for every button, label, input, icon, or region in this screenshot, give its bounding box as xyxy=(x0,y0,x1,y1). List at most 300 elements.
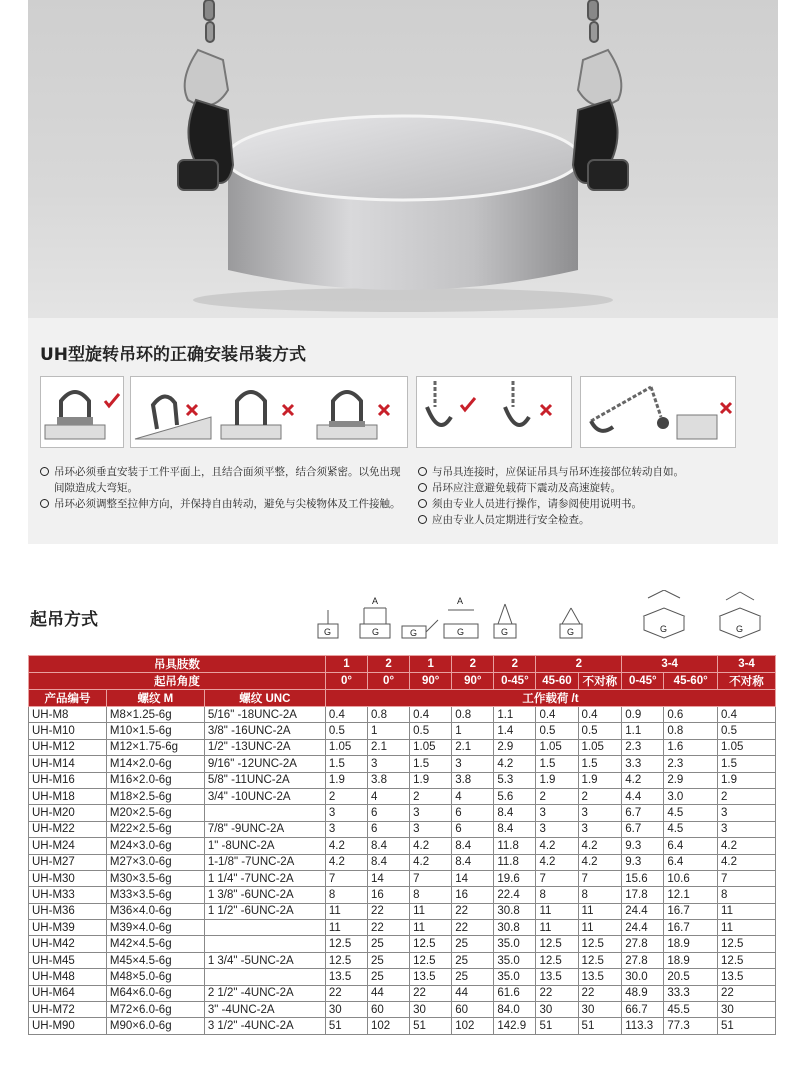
table-cell: 7 xyxy=(718,870,776,886)
table-cell: 8.4 xyxy=(452,838,494,854)
svg-text:G: G xyxy=(660,624,668,634)
table-cell: 7 xyxy=(536,870,578,886)
table-cell: 3/8" -16UNC-2A xyxy=(204,723,325,739)
load-table xyxy=(28,655,776,1035)
lifting-icons xyxy=(28,590,778,650)
table-row xyxy=(29,1018,776,1034)
table-cell: 4.5 xyxy=(664,821,718,837)
table-cell: UH-M30 xyxy=(29,870,107,886)
table-cell: 2 xyxy=(410,788,452,804)
table-cell: M30×3.5-6g xyxy=(106,870,204,886)
table-cell: UH-M20 xyxy=(29,805,107,821)
note-item xyxy=(418,464,758,480)
table-cell: 1.9 xyxy=(718,772,776,788)
table-cell: 12.5 xyxy=(578,936,622,952)
legs-cell: 3-4 xyxy=(622,656,718,673)
table-cell: 4 xyxy=(452,788,494,804)
table-cell: 25 xyxy=(452,969,494,985)
table-cell: 1.05 xyxy=(325,739,367,755)
table-cell: 45.5 xyxy=(664,1002,718,1018)
note-item xyxy=(418,496,758,512)
table-row xyxy=(29,1002,776,1018)
table-cell: UH-M27 xyxy=(29,854,107,870)
table-cell: 1 xyxy=(368,723,410,739)
table-cell: 4.2 xyxy=(494,756,536,772)
legs-cell: 1 xyxy=(410,656,452,673)
table-cell: 7 xyxy=(578,870,622,886)
table-cell: M90×6.0-6g xyxy=(106,1018,204,1034)
table-cell: 16 xyxy=(452,887,494,903)
angle-cell: 0° xyxy=(325,673,367,690)
table-cell: 6.7 xyxy=(622,821,664,837)
table-cell: 22 xyxy=(325,985,367,1001)
note-text: 须由专业人员进行操作，请参阅使用说明书。 xyxy=(432,498,642,510)
table-cell: 0.5 xyxy=(718,723,776,739)
table-row xyxy=(29,870,776,886)
table-cell: 1 1/4" -7UNC-2A xyxy=(204,870,325,886)
table-cell: 0.5 xyxy=(325,723,367,739)
lift-icon-7 xyxy=(644,590,684,638)
table-cell: 1 3/8" -6UNC-2A xyxy=(204,887,325,903)
svg-text:A: A xyxy=(372,596,379,606)
table-cell: 9.3 xyxy=(622,838,664,854)
table-cell: 3.3 xyxy=(622,756,664,772)
row-angle xyxy=(29,673,776,690)
table-cell: 0.4 xyxy=(410,707,452,723)
table-cell: 11 xyxy=(325,903,367,919)
table-cell: 22 xyxy=(578,985,622,1001)
table-cell: 12.5 xyxy=(578,952,622,968)
table-cell: 13.5 xyxy=(536,969,578,985)
table-cell: 51 xyxy=(718,1018,776,1034)
table-cell: 66.7 xyxy=(622,1002,664,1018)
table-cell: 77.3 xyxy=(664,1018,718,1034)
table-cell: M24×3.0-6g xyxy=(106,838,204,854)
table-cell: 60 xyxy=(368,1002,410,1018)
table-cell: 22 xyxy=(452,920,494,936)
angle-cell: 45-60 xyxy=(536,673,578,690)
table-cell: 0.4 xyxy=(536,707,578,723)
table-body xyxy=(29,707,776,1035)
table-cell: 1.5 xyxy=(718,756,776,772)
table-cell: 12.5 xyxy=(718,952,776,968)
table-cell: 0.8 xyxy=(368,707,410,723)
table-cell: 4 xyxy=(368,788,410,804)
table-cell: UH-M72 xyxy=(29,1002,107,1018)
table-row xyxy=(29,838,776,854)
col-code-header: 产品编号 xyxy=(29,690,107,707)
table-row xyxy=(29,707,776,723)
table-cell: 2.1 xyxy=(368,739,410,755)
install-diagram-wrong-group xyxy=(130,376,408,448)
table-cell: M20×2.5-6g xyxy=(106,805,204,821)
table-cell: 1.5 xyxy=(325,756,367,772)
table-cell: 8 xyxy=(410,887,452,903)
table-cell: M12×1.75-6g xyxy=(106,739,204,755)
table-cell: 1.5 xyxy=(536,756,578,772)
table-cell: 30 xyxy=(410,1002,452,1018)
svg-text:G: G xyxy=(501,627,509,637)
angle-cell: 90° xyxy=(410,673,452,690)
table-cell: 11 xyxy=(578,920,622,936)
table-cell: M14×2.0-6g xyxy=(106,756,204,772)
table-cell: 12.5 xyxy=(536,952,578,968)
svg-text:G: G xyxy=(567,627,575,637)
table-cell: M48×5.0-6g xyxy=(106,969,204,985)
legs-cell: 2 xyxy=(536,656,622,673)
table-cell: 8.4 xyxy=(368,854,410,870)
table-cell: 4.2 xyxy=(325,854,367,870)
table-row xyxy=(29,756,776,772)
table-cell: UH-M42 xyxy=(29,936,107,952)
table-cell: 12.5 xyxy=(325,936,367,952)
table-cell: 1.5 xyxy=(578,756,622,772)
table-cell: 18.9 xyxy=(664,952,718,968)
table-cell: M72×6.0-6g xyxy=(106,1002,204,1018)
table-row xyxy=(29,920,776,936)
table-cell: 30.8 xyxy=(494,920,536,936)
angle-cell: 0-45° xyxy=(494,673,536,690)
table-cell: 2 xyxy=(718,788,776,804)
table-cell: 1-1/8" -7UNC-2A xyxy=(204,854,325,870)
table-cell: 7 xyxy=(325,870,367,886)
table-cell: 22 xyxy=(536,985,578,1001)
table-cell: 13.5 xyxy=(718,969,776,985)
legs-label: 吊具肢数 xyxy=(29,656,326,673)
notes-left xyxy=(40,464,410,512)
table-cell: 30.8 xyxy=(494,903,536,919)
table-row xyxy=(29,772,776,788)
legs-cell: 2 xyxy=(368,656,410,673)
table-cell: 12.5 xyxy=(718,936,776,952)
table-cell: 22 xyxy=(718,985,776,1001)
svg-text:G: G xyxy=(410,628,418,638)
table-cell: UH-M64 xyxy=(29,985,107,1001)
table-cell: 12.5 xyxy=(410,936,452,952)
table-cell: 0.8 xyxy=(664,723,718,739)
table-cell: 18.9 xyxy=(664,936,718,952)
table-cell: 8.4 xyxy=(452,854,494,870)
table-cell: 2.9 xyxy=(494,739,536,755)
svg-text:A: A xyxy=(457,596,464,606)
table-cell: 1.9 xyxy=(410,772,452,788)
table-cell: 22 xyxy=(368,903,410,919)
note-text: 吊环应注意避免载荷下震动及高速旋转。 xyxy=(432,482,621,494)
table-cell: 3 xyxy=(325,805,367,821)
table-cell: 5.6 xyxy=(494,788,536,804)
table-cell: 13.5 xyxy=(410,969,452,985)
table-cell: 3 xyxy=(368,756,410,772)
angle-label: 起吊角度 xyxy=(29,673,326,690)
table-cell: M64×6.0-6g xyxy=(106,985,204,1001)
table-cell: 13.5 xyxy=(578,969,622,985)
lift-icon-1 xyxy=(318,610,338,638)
table-cell: 4.2 xyxy=(718,854,776,870)
table-cell: 11 xyxy=(536,903,578,919)
note-item xyxy=(40,496,410,512)
table-cell: 25 xyxy=(452,952,494,968)
table-cell: 8 xyxy=(536,887,578,903)
table-cell: UH-M10 xyxy=(29,723,107,739)
table-cell: 25 xyxy=(368,952,410,968)
table-row xyxy=(29,887,776,903)
table-cell: 3.8 xyxy=(368,772,410,788)
table-cell: 5/8" -11UNC-2A xyxy=(204,772,325,788)
table-cell: 44 xyxy=(452,985,494,1001)
lift-icon-3 xyxy=(402,620,438,638)
col-m-header: 螺纹 M xyxy=(106,690,204,707)
table-cell: 102 xyxy=(368,1018,410,1034)
angle-cell: 0° xyxy=(368,673,410,690)
table-cell: 5.3 xyxy=(494,772,536,788)
table-row xyxy=(29,903,776,919)
table-cell: UH-M36 xyxy=(29,903,107,919)
lift-icon-4 xyxy=(444,596,478,638)
table-cell: 12.5 xyxy=(410,952,452,968)
table-row xyxy=(29,788,776,804)
table-cell: 17.8 xyxy=(622,887,664,903)
angle-cell: 不对称 xyxy=(578,673,622,690)
table-cell: 22.4 xyxy=(494,887,536,903)
table-cell: M16×2.0-6g xyxy=(106,772,204,788)
table-cell: 4.2 xyxy=(536,854,578,870)
table-cell: 1.05 xyxy=(536,739,578,755)
note-text: 应由专业人员定期进行安全检查。 xyxy=(432,514,590,526)
lift-icon-5 xyxy=(494,604,516,638)
table-cell: 22 xyxy=(410,985,452,1001)
table-cell: 12.5 xyxy=(325,952,367,968)
table-cell: 11 xyxy=(718,903,776,919)
table-cell: 3 xyxy=(410,821,452,837)
table-cell: 27.8 xyxy=(622,936,664,952)
table-cell: 24.4 xyxy=(622,920,664,936)
install-title: UH型旋转吊环的正确安装吊装方式 xyxy=(40,345,307,365)
table-cell: 3 xyxy=(578,805,622,821)
table-cell: 2 xyxy=(578,788,622,804)
table-cell: 5/16" -18UNC-2A xyxy=(204,707,325,723)
table-cell: 6.4 xyxy=(664,854,718,870)
legs-cell: 2 xyxy=(452,656,494,673)
legs-cell: 3-4 xyxy=(718,656,776,673)
legs-cell: 2 xyxy=(494,656,536,673)
table-cell: 1 1/2" -6UNC-2A xyxy=(204,903,325,919)
legs-cell: 1 xyxy=(325,656,367,673)
table-cell: 33.3 xyxy=(664,985,718,1001)
table-cell: 0.4 xyxy=(325,707,367,723)
table-cell: 30 xyxy=(325,1002,367,1018)
table-row xyxy=(29,854,776,870)
table-cell: 27.8 xyxy=(622,952,664,968)
table-cell: 8 xyxy=(578,887,622,903)
table-cell: 3.0 xyxy=(664,788,718,804)
table-cell: 51 xyxy=(536,1018,578,1034)
angle-cell: 90° xyxy=(452,673,494,690)
table-cell: 1.4 xyxy=(494,723,536,739)
table-cell: UH-M14 xyxy=(29,756,107,772)
table-cell: UH-M8 xyxy=(29,707,107,723)
table-cell xyxy=(204,969,325,985)
table-cell: 1.1 xyxy=(494,707,536,723)
table-cell: 19.6 xyxy=(494,870,536,886)
table-cell: 35.0 xyxy=(494,952,536,968)
table-cell: 3 xyxy=(452,756,494,772)
table-cell: M36×4.0-6g xyxy=(106,903,204,919)
table-cell: M33×3.5-6g xyxy=(106,887,204,903)
table-cell: UH-M90 xyxy=(29,1018,107,1034)
table-cell: 4.2 xyxy=(718,838,776,854)
table-cell: 12.1 xyxy=(664,887,718,903)
table-cell: 8 xyxy=(718,887,776,903)
table-cell: UH-M22 xyxy=(29,821,107,837)
table-cell: 2.3 xyxy=(622,739,664,755)
table-cell: 22 xyxy=(368,920,410,936)
table-cell: 4.2 xyxy=(578,838,622,854)
table-cell: 61.6 xyxy=(494,985,536,1001)
note-item xyxy=(418,512,758,528)
table-cell: 1 xyxy=(452,723,494,739)
table-cell: 16.7 xyxy=(664,920,718,936)
table-cell: 25 xyxy=(368,936,410,952)
table-cell: 3 xyxy=(578,821,622,837)
table-cell: 1" -8UNC-2A xyxy=(204,838,325,854)
table-cell: 1.05 xyxy=(718,739,776,755)
table-cell: 25 xyxy=(452,936,494,952)
table-row xyxy=(29,952,776,968)
table-cell: 11 xyxy=(410,903,452,919)
table-cell: 3 1/2" -4UNC-2A xyxy=(204,1018,325,1034)
table-cell: 1 3/4" -5UNC-2A xyxy=(204,952,325,968)
table-cell: M27×3.0-6g xyxy=(106,854,204,870)
table-cell: 3 xyxy=(325,821,367,837)
note-item xyxy=(40,464,410,496)
install-diagram-correct xyxy=(40,376,124,448)
table-cell: 0.5 xyxy=(578,723,622,739)
table-cell: 4.2 xyxy=(410,854,452,870)
table-cell: 9/16" -12UNC-2A xyxy=(204,756,325,772)
note-item xyxy=(418,480,758,496)
table-cell: 7 xyxy=(410,870,452,886)
table-cell: 4.4 xyxy=(622,788,664,804)
table-cell: 0.9 xyxy=(622,707,664,723)
table-row xyxy=(29,805,776,821)
table-cell: 142.9 xyxy=(494,1018,536,1034)
table-cell xyxy=(204,920,325,936)
table-cell: 30 xyxy=(578,1002,622,1018)
table-cell xyxy=(204,936,325,952)
table-cell: 6 xyxy=(452,821,494,837)
table-cell: UH-M48 xyxy=(29,969,107,985)
table-cell: M39×4.0-6g xyxy=(106,920,204,936)
table-cell: 8.4 xyxy=(494,821,536,837)
table-cell: UH-M33 xyxy=(29,887,107,903)
angle-cell: 0-45° xyxy=(622,673,664,690)
table-cell: 12.5 xyxy=(536,936,578,952)
table-cell: 0.6 xyxy=(664,707,718,723)
table-row xyxy=(29,723,776,739)
table-cell: 1.05 xyxy=(410,739,452,755)
table-cell: 7/8" -9UNC-2A xyxy=(204,821,325,837)
table-cell: 8.4 xyxy=(368,838,410,854)
lift-icon-6 xyxy=(560,608,582,638)
table-cell: 8 xyxy=(325,887,367,903)
table-cell: 6 xyxy=(368,805,410,821)
table-cell: 8.4 xyxy=(494,805,536,821)
table-cell: 1.9 xyxy=(536,772,578,788)
table-cell: 16 xyxy=(368,887,410,903)
table-cell: 3 xyxy=(536,821,578,837)
table-cell: 4.2 xyxy=(325,838,367,854)
table-cell: 4.5 xyxy=(664,805,718,821)
table-cell: 3" -4UNC-2A xyxy=(204,1002,325,1018)
table-row xyxy=(29,821,776,837)
table-cell: 11 xyxy=(536,920,578,936)
table-cell: 3 xyxy=(718,821,776,837)
table-cell: 3 xyxy=(718,805,776,821)
table-cell: UH-M18 xyxy=(29,788,107,804)
note-text: 吊环必须垂直安装于工件平面上，且结合面须平整，结合须紧密。以免出现间隙造成大弯矩。 xyxy=(54,466,401,494)
table-cell: UH-M39 xyxy=(29,920,107,936)
table-cell: 3 xyxy=(536,805,578,821)
table-cell: 11 xyxy=(410,920,452,936)
contact-diagram xyxy=(580,376,736,448)
lift-icon-2 xyxy=(360,596,390,638)
table-row xyxy=(29,985,776,1001)
table-cell: 11 xyxy=(718,920,776,936)
table-cell: 11.8 xyxy=(494,838,536,854)
table-cell: UH-M12 xyxy=(29,739,107,755)
table-cell: M42×4.5-6g xyxy=(106,936,204,952)
table-cell: 4.2 xyxy=(622,772,664,788)
table-cell: 10.6 xyxy=(664,870,718,886)
angle-cell: 45-60° xyxy=(664,673,718,690)
lifting-title: 起吊方式 xyxy=(30,610,98,630)
table-cell: 20.5 xyxy=(664,969,718,985)
table-cell: 1/2" -13UNC-2A xyxy=(204,739,325,755)
svg-text:G: G xyxy=(457,627,465,637)
table-cell: 2 1/2" -4UNC-2A xyxy=(204,985,325,1001)
connect-diagram-group xyxy=(416,376,572,448)
table-cell: 35.0 xyxy=(494,969,536,985)
table-row xyxy=(29,739,776,755)
table-cell: 30 xyxy=(536,1002,578,1018)
table-cell: 35.0 xyxy=(494,936,536,952)
table-cell: 1.05 xyxy=(578,739,622,755)
col-load-header: 工作载荷 /t xyxy=(325,690,775,707)
table-cell: 11 xyxy=(325,920,367,936)
table-cell: 1.6 xyxy=(664,739,718,755)
table-row xyxy=(29,936,776,952)
table-cell: 4.2 xyxy=(578,854,622,870)
table-cell: 13.5 xyxy=(325,969,367,985)
table-cell: 51 xyxy=(325,1018,367,1034)
table-cell: 6.4 xyxy=(664,838,718,854)
table-cell: 48.9 xyxy=(622,985,664,1001)
note-text: 与吊具连接时，应保证吊具与吊环连接部位转动自如。 xyxy=(432,466,684,478)
table-cell: 0.4 xyxy=(578,707,622,723)
table-cell: 22 xyxy=(452,903,494,919)
installation-panel xyxy=(28,318,778,544)
table-cell: M45×4.5-6g xyxy=(106,952,204,968)
table-cell: 6 xyxy=(452,805,494,821)
table-cell: 4.2 xyxy=(410,838,452,854)
product-photo xyxy=(28,0,778,318)
table-cell: 2 xyxy=(536,788,578,804)
table-row xyxy=(29,969,776,985)
table-cell: 51 xyxy=(578,1018,622,1034)
table-cell: 16.7 xyxy=(664,903,718,919)
table-cell: 15.6 xyxy=(622,870,664,886)
svg-text:G: G xyxy=(372,627,380,637)
